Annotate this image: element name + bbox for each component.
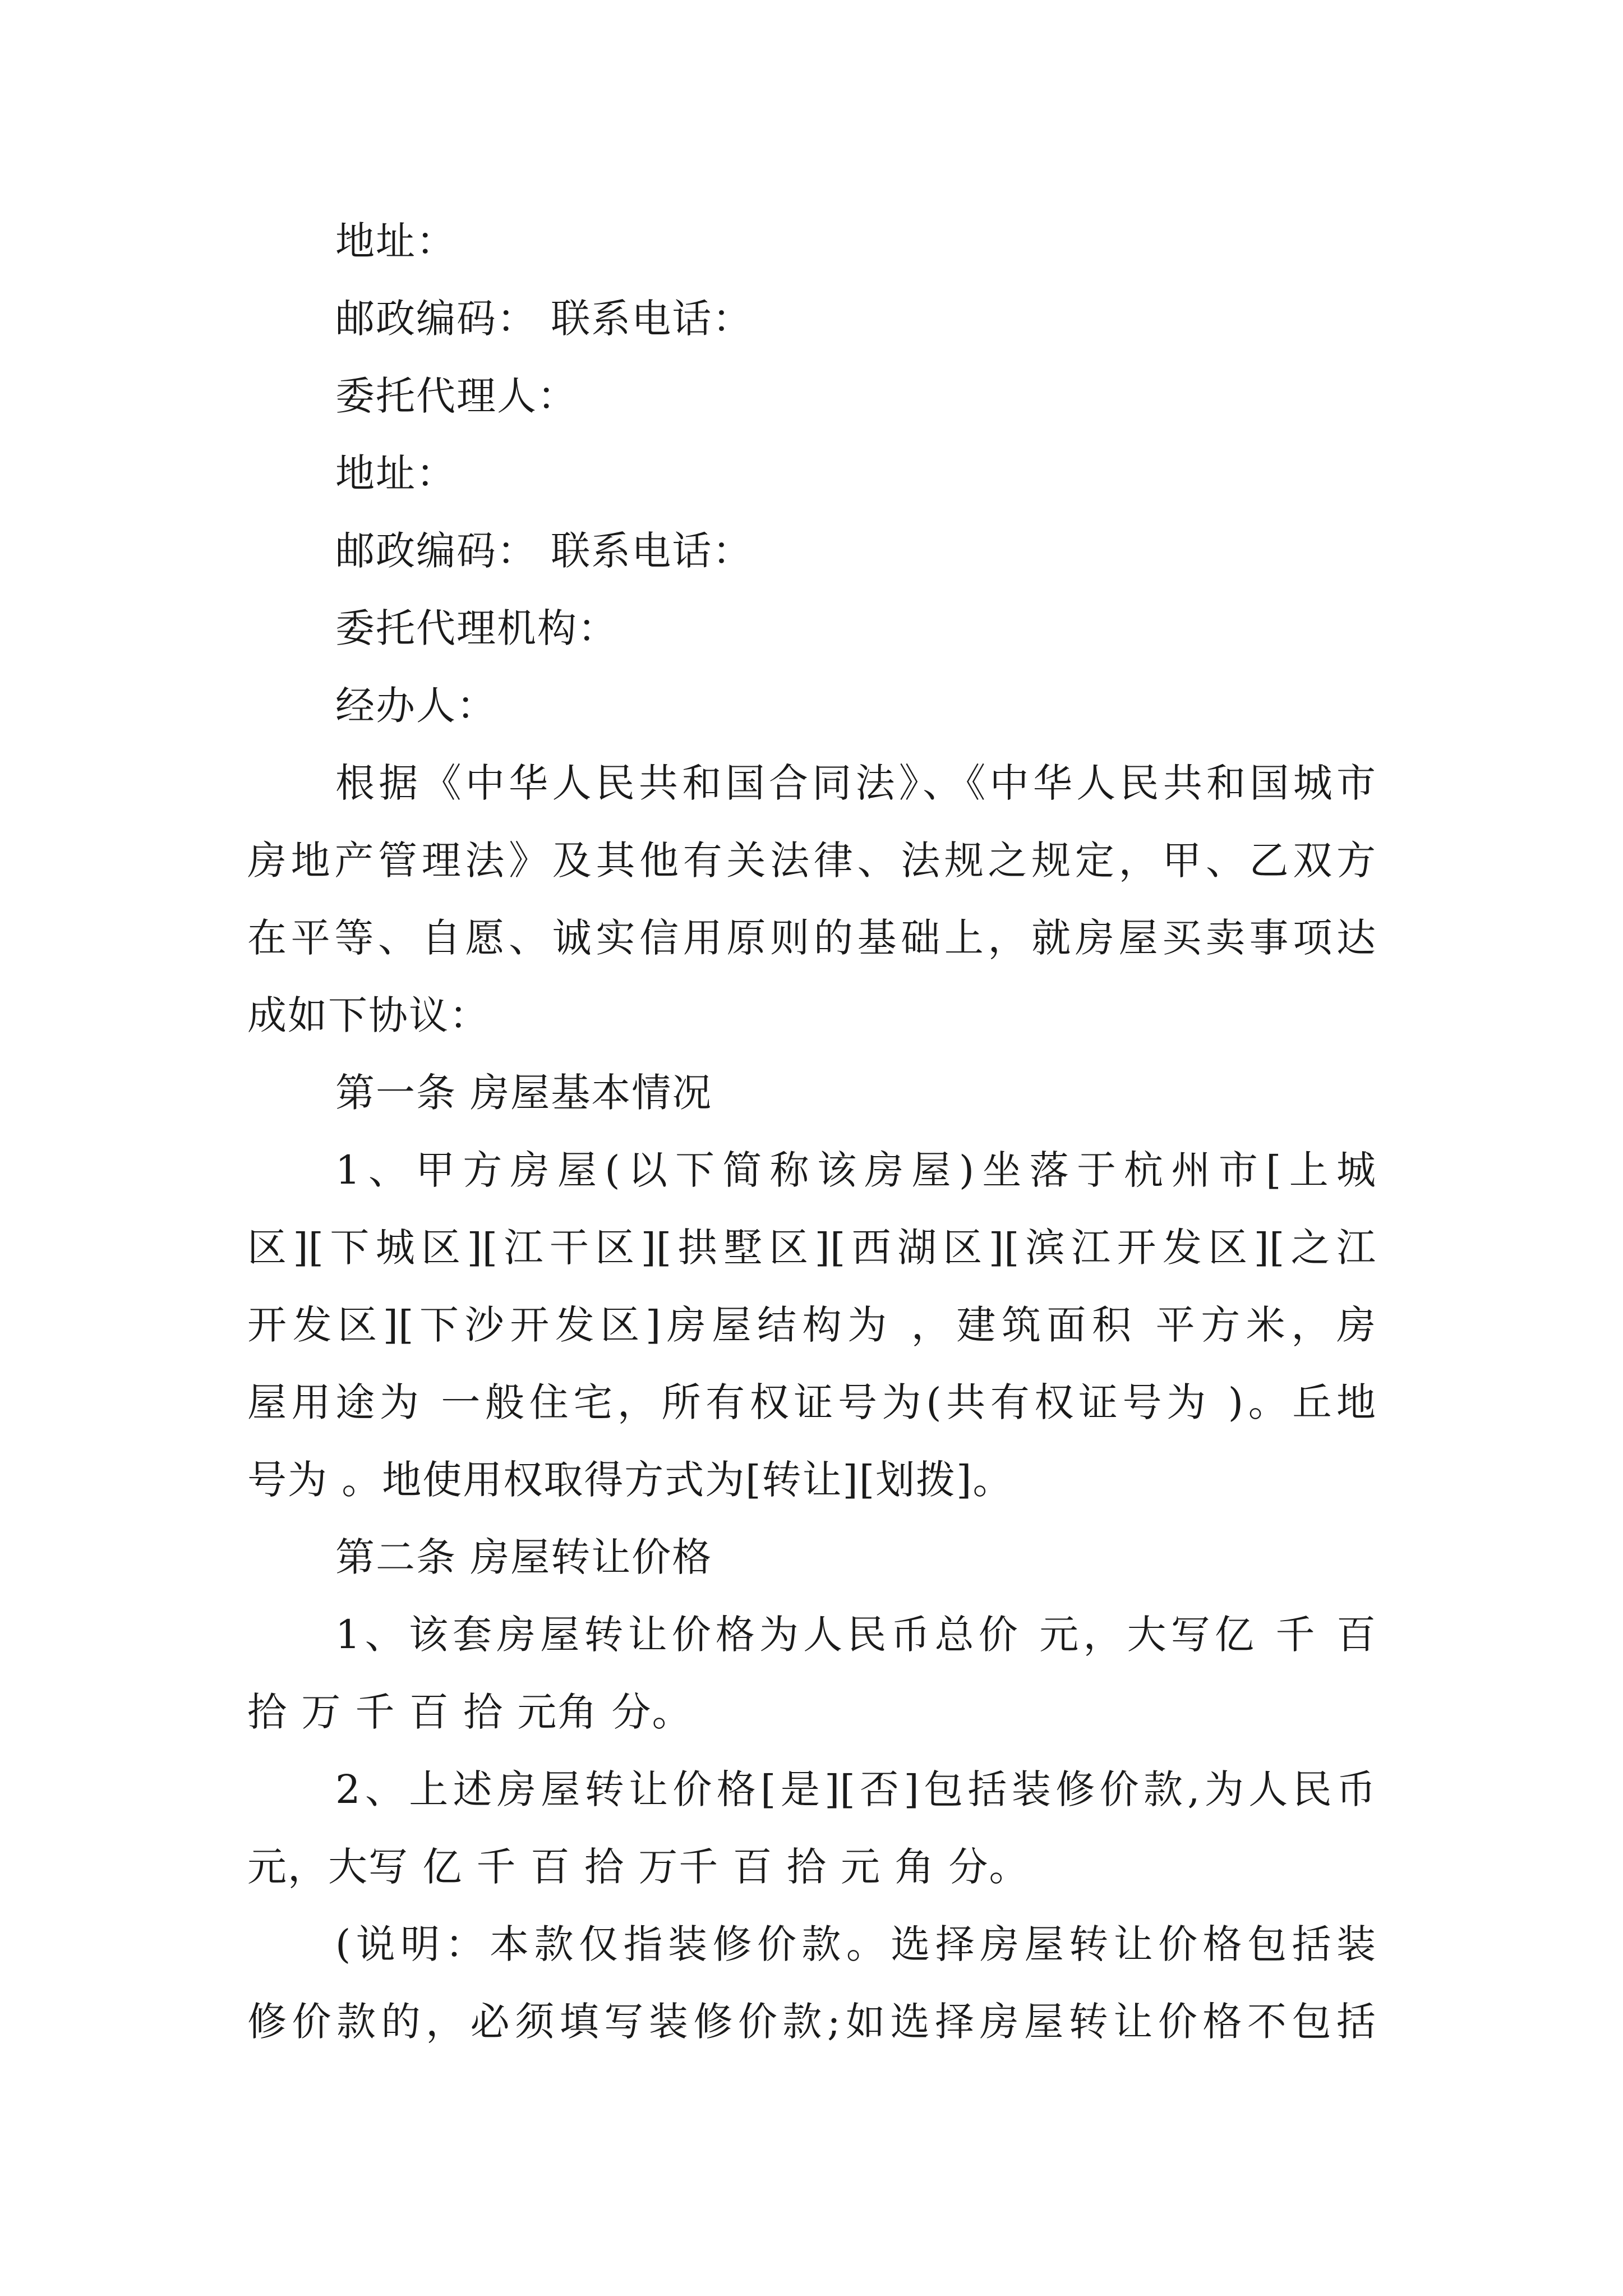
- agent-label: 委托代理人：: [335, 373, 578, 419]
- article-one-text: 1、甲方房屋(以下简称该房屋)坐落于杭州市[上城: [335, 1147, 1376, 1193]
- handler-label: 经办人：: [335, 683, 497, 729]
- article-one-text: 屋用途为 一般住宅，所有权证号为(共有权证号为 )。丘地: [247, 1379, 1376, 1425]
- article-one-text: 号为 。地使用权取得方式为[转让][划拨]。: [247, 1457, 1013, 1503]
- article-two-clause-1: 1、该套房屋转让价格为人民币总价 元，大写亿 千 百: [335, 1612, 1376, 1658]
- article-two-note: 修价款的，必须填写装修价款;如选择房屋转让价格不包括: [247, 1999, 1376, 2045]
- article-one-text: 区][下城区][江干区][拱墅区][西湖区][滨江开发区][之江: [247, 1225, 1376, 1271]
- preamble-line: 成如下协议：: [247, 992, 490, 1038]
- article-two-note: (说明：本款仅指装修价款。选择房屋转让价格包括装: [335, 1921, 1376, 1967]
- preamble-line: 根据《中华人民共和国合同法》、《中华人民共和国城市: [335, 760, 1376, 806]
- article-two-heading: 第二条 房屋转让价格: [335, 1534, 713, 1580]
- agency-label: 委托代理机构：: [335, 605, 618, 651]
- seller-postal-phone-label: 邮政编码： 联系电话：: [335, 296, 753, 342]
- preamble-line: 在平等、自愿、诚实信用原则的基础上，就房屋买卖事项达: [247, 915, 1376, 961]
- agent-postal-phone-label: 邮政编码： 联系电话：: [335, 528, 753, 574]
- agent-address-label: 地址：: [335, 450, 457, 496]
- seller-address-label: 地址：: [335, 218, 457, 264]
- article-two-clause-1: 拾 万 千 百 拾 元角 分。: [247, 1689, 693, 1735]
- article-two-clause-2: 元，大写 亿 千 百 拾 万千 百 拾 元 角 分。: [247, 1844, 1030, 1890]
- article-one-heading: 第一条 房屋基本情况: [335, 1070, 713, 1116]
- preamble-line: 房地产管理法》及其他有关法律、法规之规定，甲、乙双方: [247, 838, 1376, 884]
- article-one-text: 开发区][下沙开发区]房屋结构为 ，建筑面积 平方米，房: [247, 1302, 1376, 1348]
- article-two-clause-2: 2、上述房屋转让价格[是][否]包括装修价款,为人民币: [335, 1766, 1376, 1812]
